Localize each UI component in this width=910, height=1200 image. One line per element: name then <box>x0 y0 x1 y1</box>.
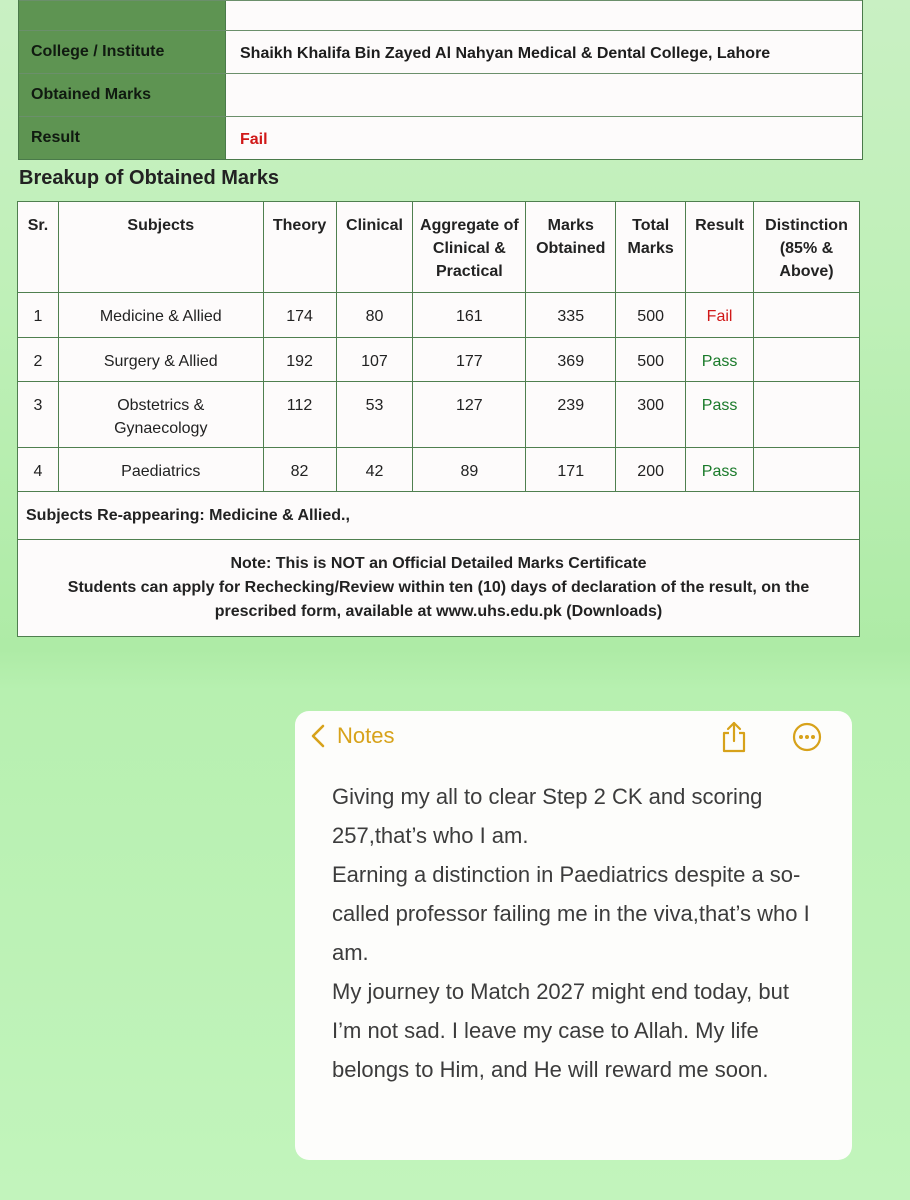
info-value <box>226 1 862 30</box>
table-header-row <box>18 202 860 293</box>
info-row-obtained <box>19 73 862 116</box>
obtained-cell: 369 <box>526 338 616 382</box>
col-header: Clinical <box>336 202 413 293</box>
notes-card <box>295 711 852 1160</box>
note-text[interactable] <box>332 777 822 1089</box>
chevron-left-icon <box>311 724 325 748</box>
subject-cell: Obstetrics & Gynaecology <box>58 382 263 448</box>
note-row <box>18 540 860 637</box>
result-value: Fail <box>240 131 268 148</box>
note-paragraph: My journey to Match 2027 might end today, but I’m not sad. I leave my case to Allah. My life belongs to Him, and He will reward me soon. <box>332 979 789 1082</box>
distinction-cell <box>754 448 860 492</box>
note-title: Note: This is NOT an Official Detailed Marks Certificate <box>230 555 647 572</box>
col-header: Result <box>686 202 754 293</box>
table-row <box>18 338 860 382</box>
table-row <box>18 382 860 448</box>
sr-cell: 2 <box>18 338 59 382</box>
subject-cell: Paediatrics <box>58 448 263 492</box>
result-cell: Pass <box>686 448 754 492</box>
clinical-cell: 80 <box>336 293 413 338</box>
info-row-college <box>19 30 862 73</box>
section-title: Breakup of Obtained Marks <box>19 167 280 189</box>
note-paragraph: Earning a distinction in Paediatrics despite a so-called professor failing me in the viva,that’s who I am. <box>332 862 810 965</box>
col-header: Marks Obtained <box>526 202 616 293</box>
distinction-cell <box>754 338 860 382</box>
notes-toolbar <box>295 711 852 767</box>
total-cell: 500 <box>616 293 686 338</box>
col-header: Sr. <box>18 202 59 293</box>
obtained-cell: 171 <box>526 448 616 492</box>
obtained-marks-label: Obtained Marks <box>19 74 226 116</box>
sr-cell: 4 <box>18 448 59 492</box>
clinical-cell: 107 <box>336 338 413 382</box>
obtained-marks-value <box>226 74 862 116</box>
theory-cell: 82 <box>263 448 336 492</box>
note-body: Students can apply for Rechecking/Review within ten (10) days of declaration of the result, on the prescribed form, available at www.uhs.edu.pk (Downloads) <box>67 579 810 620</box>
reappearing-text: Subjects Re-appearing: Medicine & Allied., <box>18 492 860 540</box>
obtained-cell: 335 <box>526 293 616 338</box>
back-label: Notes <box>337 723 395 748</box>
clinical-cell: 42 <box>336 448 413 492</box>
aggregate-cell: 127 <box>413 382 526 448</box>
total-cell: 300 <box>616 382 686 448</box>
table-row <box>18 293 860 338</box>
theory-cell: 112 <box>263 382 336 448</box>
subject-cell: Medicine & Allied <box>58 293 263 338</box>
table-row <box>18 448 860 492</box>
result-cell: Pass <box>686 382 754 448</box>
result-label: Result <box>19 117 226 159</box>
sr-cell: 3 <box>18 382 59 448</box>
back-button[interactable] <box>311 723 394 749</box>
subject-cell: Surgery & Allied <box>58 338 263 382</box>
more-icon[interactable] <box>792 722 822 752</box>
college-value: Shaikh Khalifa Bin Zayed Al Nahyan Medical & Dental College, Lahore <box>240 45 771 62</box>
info-label <box>19 1 226 30</box>
info-row-top <box>19 0 862 30</box>
note-cell <box>18 540 860 637</box>
col-header: Subjects <box>58 202 263 293</box>
total-cell: 500 <box>616 338 686 382</box>
col-header: Theory <box>263 202 336 293</box>
distinction-cell <box>754 293 860 338</box>
info-row-result <box>19 116 862 159</box>
distinction-cell <box>754 382 860 448</box>
share-icon[interactable] <box>720 721 748 753</box>
theory-cell: 174 <box>263 293 336 338</box>
result-cell: Fail <box>686 293 754 338</box>
col-header: Distinction (85% & Above) <box>754 202 860 293</box>
student-info-table <box>18 0 863 160</box>
college-label: College / Institute <box>19 31 226 73</box>
total-cell: 200 <box>616 448 686 492</box>
aggregate-cell: 177 <box>413 338 526 382</box>
reappearing-row <box>18 492 860 540</box>
note-paragraph: Giving my all to clear Step 2 CK and scoring 257,that’s who I am. <box>332 784 763 848</box>
obtained-cell: 239 <box>526 382 616 448</box>
theory-cell: 192 <box>263 338 336 382</box>
sr-cell: 1 <box>18 293 59 338</box>
col-header: Aggregate of Clinical & Practical <box>413 202 526 293</box>
aggregate-cell: 161 <box>413 293 526 338</box>
marks-breakup-table <box>17 201 860 637</box>
result-cell: Pass <box>686 338 754 382</box>
col-header: Total Marks <box>616 202 686 293</box>
clinical-cell: 53 <box>336 382 413 448</box>
aggregate-cell: 89 <box>413 448 526 492</box>
